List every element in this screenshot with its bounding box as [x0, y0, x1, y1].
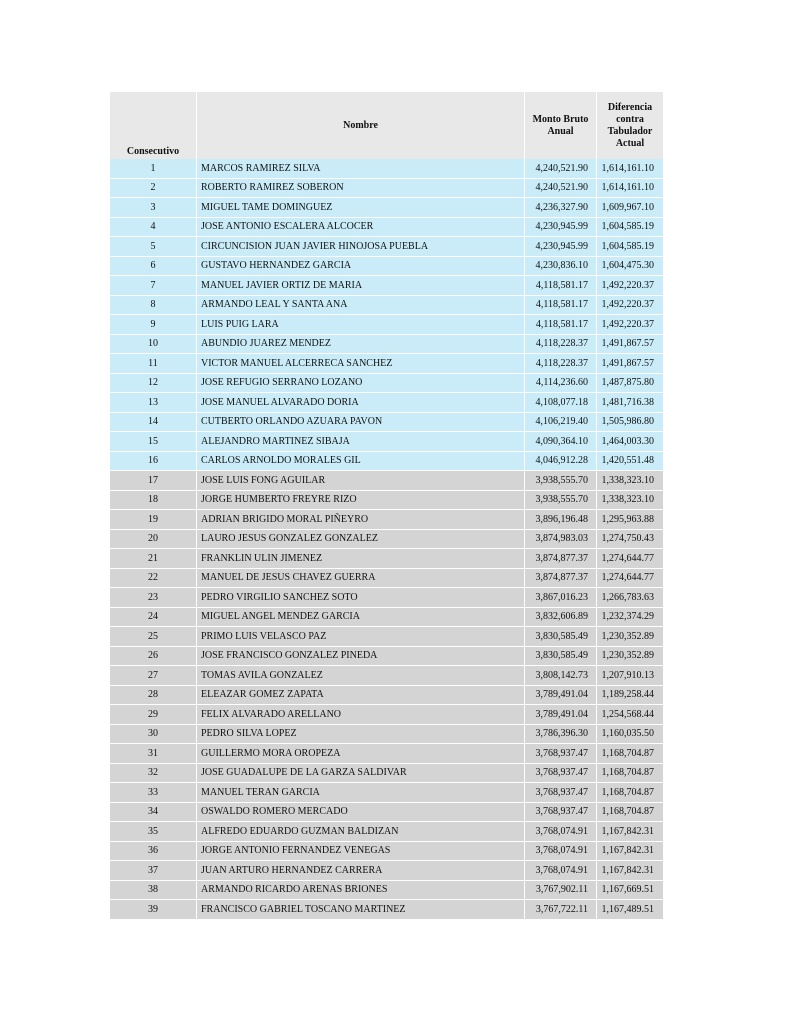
cell-diferencia: 1,614,161.10 [597, 179, 663, 199]
cell-nombre: JOSE FRANCISCO GONZALEZ PINEDA [197, 647, 525, 667]
table-row [110, 374, 663, 394]
cell-nombre: JORGE ANTONIO FERNANDEZ VENEGAS [197, 842, 525, 862]
cell-consecutivo: 22 [110, 569, 197, 589]
cell-consecutivo: 24 [110, 608, 197, 628]
cell-nombre: JOSE ANTONIO ESCALERA ALCOCER [197, 218, 525, 238]
cell-nombre: MANUEL JAVIER ORTIZ DE MARIA [197, 276, 525, 296]
table-row [110, 783, 663, 803]
cell-diferencia: 1,168,704.87 [597, 764, 663, 784]
cell-consecutivo: 2 [110, 179, 197, 199]
cell-nombre: ROBERTO RAMIREZ SOBERON [197, 179, 525, 199]
cell-consecutivo: 18 [110, 491, 197, 511]
cell-monto: 3,808,142.73 [525, 666, 597, 686]
table-row [110, 608, 663, 628]
table-row [110, 179, 663, 199]
cell-monto: 3,768,074.91 [525, 861, 597, 881]
cell-consecutivo: 11 [110, 354, 197, 374]
cell-monto: 3,874,983.03 [525, 530, 597, 550]
cell-consecutivo: 30 [110, 725, 197, 745]
cell-consecutivo: 10 [110, 335, 197, 355]
cell-nombre: ADRIAN BRIGIDO MORAL PIÑEYRO [197, 510, 525, 530]
table-row [110, 881, 663, 901]
cell-monto: 3,789,491.04 [525, 686, 597, 706]
cell-consecutivo: 31 [110, 744, 197, 764]
cell-monto: 3,938,555.70 [525, 471, 597, 491]
cell-monto: 3,768,074.91 [525, 822, 597, 842]
cell-monto: 4,114,236.60 [525, 374, 597, 394]
cell-diferencia: 1,274,644.77 [597, 569, 663, 589]
table-row [110, 647, 663, 667]
table-row [110, 491, 663, 511]
cell-diferencia: 1,168,704.87 [597, 803, 663, 823]
cell-nombre: ELEAZAR GOMEZ ZAPATA [197, 686, 525, 706]
table-row [110, 900, 663, 920]
cell-monto: 4,108,077.18 [525, 393, 597, 413]
header-monto-bruto-anual: Monto Bruto Anual [525, 92, 597, 159]
cell-nombre: TOMAS AVILA GONZALEZ [197, 666, 525, 686]
cell-monto: 3,768,074.91 [525, 842, 597, 862]
table-row [110, 452, 663, 472]
cell-monto: 4,118,228.37 [525, 354, 597, 374]
cell-consecutivo: 28 [110, 686, 197, 706]
cell-diferencia: 1,168,704.87 [597, 783, 663, 803]
table-header [110, 92, 663, 159]
table-row [110, 159, 663, 179]
cell-monto: 3,789,491.04 [525, 705, 597, 725]
cell-consecutivo: 3 [110, 198, 197, 218]
cell-nombre: JOSE REFUGIO SERRANO LOZANO [197, 374, 525, 394]
cell-monto: 3,832,606.89 [525, 608, 597, 628]
cell-diferencia: 1,491,867.57 [597, 354, 663, 374]
cell-nombre: CIRCUNCISION JUAN JAVIER HINOJOSA PUEBLA [197, 237, 525, 257]
cell-diferencia: 1,167,842.31 [597, 842, 663, 862]
table-row [110, 686, 663, 706]
table-row [110, 725, 663, 745]
table-row [110, 530, 663, 550]
cell-diferencia: 1,491,867.57 [597, 335, 663, 355]
cell-consecutivo: 5 [110, 237, 197, 257]
cell-nombre: CUTBERTO ORLANDO AZUARA PAVON [197, 413, 525, 433]
cell-diferencia: 1,338,323.10 [597, 491, 663, 511]
cell-consecutivo: 27 [110, 666, 197, 686]
cell-diferencia: 1,230,352.89 [597, 647, 663, 667]
table-row [110, 510, 663, 530]
cell-diferencia: 1,167,489.51 [597, 900, 663, 920]
cell-nombre: GUSTAVO HERNANDEZ GARCIA [197, 257, 525, 277]
cell-nombre: JOSE LUIS FONG AGUILAR [197, 471, 525, 491]
cell-nombre: ARMANDO LEAL Y SANTA ANA [197, 296, 525, 316]
cell-monto: 4,118,228.37 [525, 335, 597, 355]
cell-nombre: ALFREDO EDUARDO GUZMAN BALDIZAN [197, 822, 525, 842]
cell-monto: 4,230,945.99 [525, 237, 597, 257]
cell-nombre: OSWALDO ROMERO MERCADO [197, 803, 525, 823]
cell-consecutivo: 23 [110, 588, 197, 608]
table-row [110, 296, 663, 316]
cell-monto: 3,767,722.11 [525, 900, 597, 920]
cell-nombre: GUILLERMO MORA OROPEZA [197, 744, 525, 764]
cell-consecutivo: 32 [110, 764, 197, 784]
table-row [110, 627, 663, 647]
cell-nombre: JOSE MANUEL ALVARADO DORIA [197, 393, 525, 413]
cell-diferencia: 1,189,258.44 [597, 686, 663, 706]
cell-diferencia: 1,338,323.10 [597, 471, 663, 491]
table-row [110, 257, 663, 277]
cell-consecutivo: 8 [110, 296, 197, 316]
cell-nombre: MANUEL DE JESUS CHAVEZ GUERRA [197, 569, 525, 589]
cell-consecutivo: 7 [110, 276, 197, 296]
cell-nombre: LAURO JESUS GONZALEZ GONZALEZ [197, 530, 525, 550]
cell-nombre: JOSE GUADALUPE DE LA GARZA SALDIVAR [197, 764, 525, 784]
cell-monto: 3,938,555.70 [525, 491, 597, 511]
cell-nombre: JUAN ARTURO HERNANDEZ CARRERA [197, 861, 525, 881]
cell-diferencia: 1,295,963.88 [597, 510, 663, 530]
cell-consecutivo: 12 [110, 374, 197, 394]
cell-diferencia: 1,230,352.89 [597, 627, 663, 647]
cell-nombre: MIGUEL TAME DOMINGUEZ [197, 198, 525, 218]
header-row [110, 92, 663, 159]
cell-nombre: FRANCISCO GABRIEL TOSCANO MARTINEZ [197, 900, 525, 920]
cell-consecutivo: 33 [110, 783, 197, 803]
cell-consecutivo: 37 [110, 861, 197, 881]
cell-consecutivo: 15 [110, 432, 197, 452]
cell-nombre: PEDRO VIRGILIO SANCHEZ SOTO [197, 588, 525, 608]
cell-consecutivo: 4 [110, 218, 197, 238]
cell-diferencia: 1,604,585.19 [597, 237, 663, 257]
cell-consecutivo: 39 [110, 900, 197, 920]
cell-diferencia: 1,254,568.44 [597, 705, 663, 725]
cell-consecutivo: 21 [110, 549, 197, 569]
table-row [110, 842, 663, 862]
cell-diferencia: 1,167,842.31 [597, 822, 663, 842]
cell-consecutivo: 25 [110, 627, 197, 647]
cell-monto: 4,090,364.10 [525, 432, 597, 452]
cell-monto: 3,768,937.47 [525, 764, 597, 784]
cell-diferencia: 1,609,967.10 [597, 198, 663, 218]
cell-diferencia: 1,274,644.77 [597, 549, 663, 569]
cell-nombre: ABUNDIO JUAREZ MENDEZ [197, 335, 525, 355]
cell-nombre: MIGUEL ANGEL MENDEZ GARCIA [197, 608, 525, 628]
cell-diferencia: 1,492,220.37 [597, 276, 663, 296]
cell-monto: 3,768,937.47 [525, 783, 597, 803]
cell-monto: 3,786,396.30 [525, 725, 597, 745]
cell-diferencia: 1,604,585.19 [597, 218, 663, 238]
table-row [110, 315, 663, 335]
table-row [110, 588, 663, 608]
cell-diferencia: 1,167,842.31 [597, 861, 663, 881]
cell-consecutivo: 34 [110, 803, 197, 823]
cell-consecutivo: 38 [110, 881, 197, 901]
table-row [110, 705, 663, 725]
table-row [110, 764, 663, 784]
cell-diferencia: 1,274,750.43 [597, 530, 663, 550]
cell-consecutivo: 29 [110, 705, 197, 725]
cell-diferencia: 1,492,220.37 [597, 315, 663, 335]
cell-diferencia: 1,614,161.10 [597, 159, 663, 179]
cell-consecutivo: 16 [110, 452, 197, 472]
table-row [110, 549, 663, 569]
table-row [110, 218, 663, 238]
salary-table [110, 92, 663, 920]
table-row [110, 666, 663, 686]
cell-consecutivo: 6 [110, 257, 197, 277]
cell-consecutivo: 20 [110, 530, 197, 550]
cell-diferencia: 1,168,704.87 [597, 744, 663, 764]
cell-consecutivo: 13 [110, 393, 197, 413]
cell-nombre: MARCOS RAMIREZ SILVA [197, 159, 525, 179]
cell-monto: 3,767,902.11 [525, 881, 597, 901]
cell-nombre: FRANKLIN ULIN JIMENEZ [197, 549, 525, 569]
table-row [110, 237, 663, 257]
cell-diferencia: 1,505,986.80 [597, 413, 663, 433]
table-row [110, 335, 663, 355]
cell-nombre: ARMANDO RICARDO ARENAS BRIONES [197, 881, 525, 901]
cell-diferencia: 1,487,875.80 [597, 374, 663, 394]
cell-monto: 3,896,196.48 [525, 510, 597, 530]
cell-diferencia: 1,604,475.30 [597, 257, 663, 277]
cell-monto: 3,874,877.37 [525, 569, 597, 589]
cell-diferencia: 1,160,035.50 [597, 725, 663, 745]
cell-monto: 4,230,836.10 [525, 257, 597, 277]
table-row [110, 471, 663, 491]
cell-nombre: CARLOS ARNOLDO MORALES GIL [197, 452, 525, 472]
cell-monto: 3,867,016.23 [525, 588, 597, 608]
cell-consecutivo: 35 [110, 822, 197, 842]
cell-nombre: FELIX ALVARADO ARELLANO [197, 705, 525, 725]
cell-diferencia: 1,266,783.63 [597, 588, 663, 608]
cell-nombre: MANUEL TERAN GARCIA [197, 783, 525, 803]
cell-monto: 4,240,521.90 [525, 159, 597, 179]
cell-diferencia: 1,481,716.38 [597, 393, 663, 413]
cell-monto: 3,830,585.49 [525, 627, 597, 647]
cell-monto: 4,118,581.17 [525, 276, 597, 296]
cell-diferencia: 1,492,220.37 [597, 296, 663, 316]
table-row [110, 276, 663, 296]
cell-monto: 4,236,327.90 [525, 198, 597, 218]
cell-nombre: ALEJANDRO MARTINEZ SIBAJA [197, 432, 525, 452]
table-body [110, 159, 663, 920]
cell-consecutivo: 17 [110, 471, 197, 491]
cell-nombre: LUIS PUIG LARA [197, 315, 525, 335]
table-row [110, 803, 663, 823]
cell-diferencia: 1,464,003.30 [597, 432, 663, 452]
cell-diferencia: 1,167,669.51 [597, 881, 663, 901]
cell-consecutivo: 14 [110, 413, 197, 433]
cell-monto: 3,830,585.49 [525, 647, 597, 667]
cell-consecutivo: 36 [110, 842, 197, 862]
cell-monto: 4,118,581.17 [525, 315, 597, 335]
cell-nombre: JORGE HUMBERTO FREYRE RIZO [197, 491, 525, 511]
cell-consecutivo: 1 [110, 159, 197, 179]
table-row [110, 822, 663, 842]
cell-monto: 4,046,912.28 [525, 452, 597, 472]
cell-monto: 4,240,521.90 [525, 179, 597, 199]
table-row [110, 413, 663, 433]
cell-consecutivo: 9 [110, 315, 197, 335]
cell-nombre: PRIMO LUIS VELASCO PAZ [197, 627, 525, 647]
cell-nombre: VICTOR MANUEL ALCERRECA SANCHEZ [197, 354, 525, 374]
table-row [110, 393, 663, 413]
cell-nombre: PEDRO SILVA LOPEZ [197, 725, 525, 745]
cell-consecutivo: 19 [110, 510, 197, 530]
cell-monto: 4,230,945.99 [525, 218, 597, 238]
table-row [110, 432, 663, 452]
cell-monto: 4,118,581.17 [525, 296, 597, 316]
header-diferencia: Diferencia contra Tabulador Actual [597, 92, 663, 159]
header-nombre: Nombre [197, 92, 525, 159]
table-row [110, 744, 663, 764]
cell-monto: 3,874,877.37 [525, 549, 597, 569]
header-consecutivo: Consecutivo [110, 92, 197, 159]
cell-diferencia: 1,420,551.48 [597, 452, 663, 472]
table-row [110, 354, 663, 374]
cell-consecutivo: 26 [110, 647, 197, 667]
cell-monto: 3,768,937.47 [525, 803, 597, 823]
table-row [110, 861, 663, 881]
cell-monto: 3,768,937.47 [525, 744, 597, 764]
cell-monto: 4,106,219.40 [525, 413, 597, 433]
cell-diferencia: 1,232,374.29 [597, 608, 663, 628]
table-row [110, 198, 663, 218]
cell-diferencia: 1,207,910.13 [597, 666, 663, 686]
table-row [110, 569, 663, 589]
